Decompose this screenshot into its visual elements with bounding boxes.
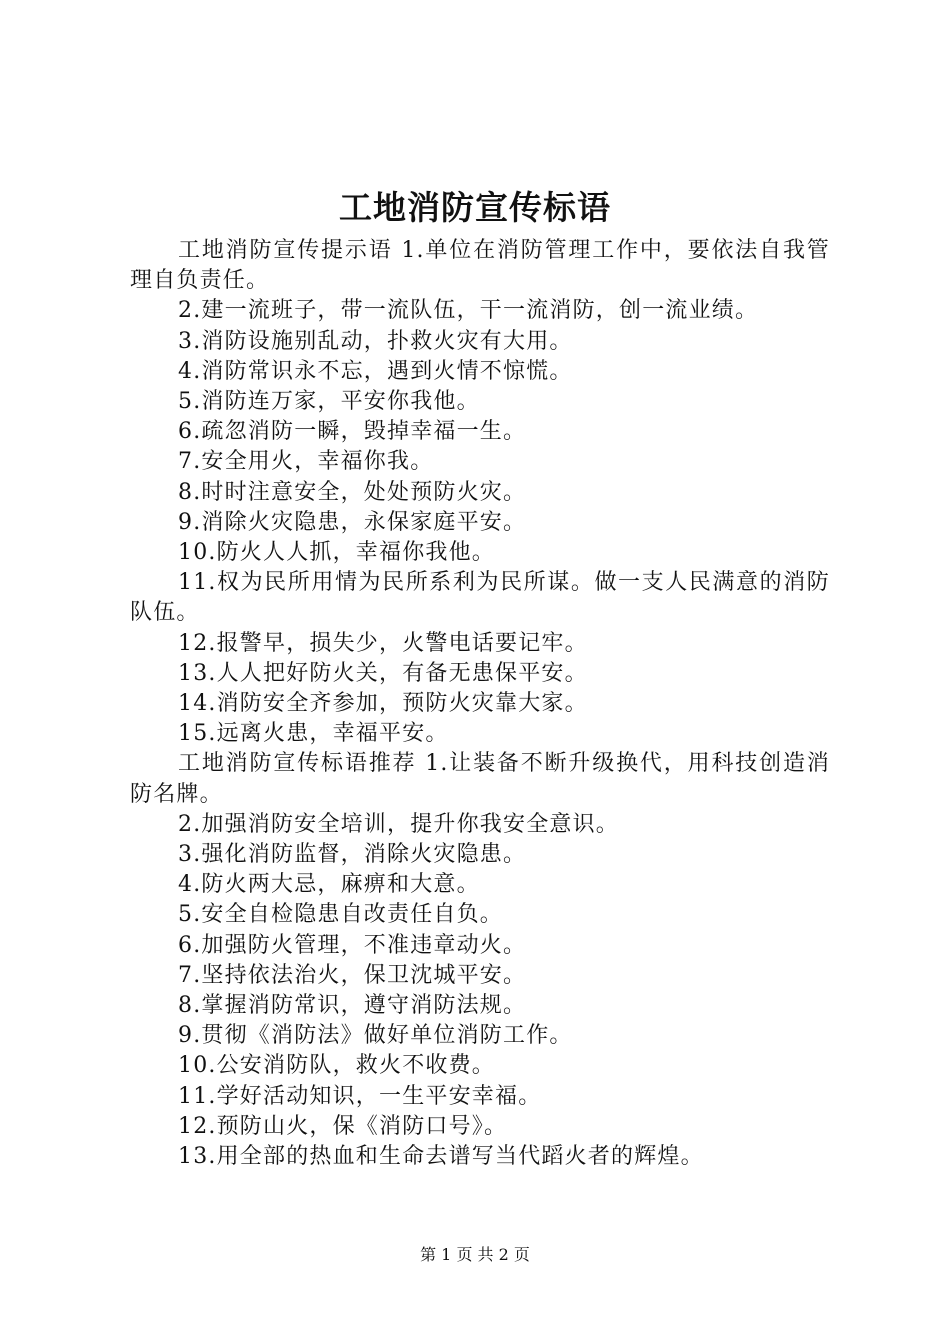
paragraph: 8.时时注意安全，处处预防火灾。 bbox=[178, 479, 527, 505]
paragraph: 2.建一流班子，带一流队伍，干一流消防，创一流业绩。 bbox=[178, 298, 759, 324]
paragraph: 13.用全部的热血和生命去谱写当代蹈火者的辉煌。 bbox=[178, 1144, 704, 1170]
paragraph: 10.公安消防队，救火不收费。 bbox=[178, 1053, 495, 1079]
paragraph: 14.消防安全齐参加，预防火灾靠大家。 bbox=[178, 691, 588, 717]
paragraph: 3.强化消防监督，消除火灾隐患。 bbox=[178, 842, 527, 868]
paragraph: 7.坚持依法治火，保卫沈城平安。 bbox=[178, 962, 527, 988]
paragraph: 12.预防山火，保《消防口号》。 bbox=[178, 1113, 508, 1139]
paragraph: 9.消除火灾隐患，永保家庭平安。 bbox=[178, 509, 527, 535]
page-footer: 第 1 页 共 2 页 bbox=[420, 1245, 530, 1264]
page-title: 工地消防宣传标语 bbox=[339, 188, 611, 227]
paragraph: 7.安全用火，幸福你我。 bbox=[178, 449, 434, 475]
paragraph: 3.消防设施别乱动，扑救火灾有大用。 bbox=[178, 328, 573, 354]
paragraph: 8.掌握消防常识，遵守消防法规。 bbox=[178, 993, 527, 1019]
paragraph: 11.学好活动知识，一生平安幸福。 bbox=[178, 1083, 542, 1109]
paragraph: 9.贯彻《消防法》做好单位消防工作。 bbox=[178, 1023, 573, 1049]
paragraph: 5.消防连万家，平安你我他。 bbox=[178, 389, 480, 415]
paragraph: 4.消防常识永不忘，遇到火情不惊慌。 bbox=[178, 358, 573, 384]
paragraph: 工地消防宣传提示语 1.单位在消防管理工作中，要依法自我管理自负责任。 bbox=[130, 238, 830, 294]
paragraph: 10.防火人人抓，幸福你我他。 bbox=[178, 540, 495, 566]
paragraph: 6.疏忽消防一瞬，毁掉幸福一生。 bbox=[178, 419, 527, 445]
paragraph: 11.权为民所用情为民所系利为民所谋。做一支人民满意的消防队伍。 bbox=[130, 570, 830, 626]
paragraph: 4.防火两大忌，麻痹和大意。 bbox=[178, 872, 480, 898]
paragraph: 13.人人把好防火关，有备无患保平安。 bbox=[178, 660, 588, 686]
paragraph: 6.加强防火管理，不准违章动火。 bbox=[178, 932, 527, 958]
paragraph: 5.安全自检隐患自改责任自负。 bbox=[178, 902, 503, 928]
paragraph: 12.报警早，损失少，火警电话要记牢。 bbox=[178, 630, 588, 656]
document-body bbox=[130, 236, 830, 1172]
paragraph: 15.远离火患，幸福平安。 bbox=[178, 721, 449, 747]
paragraph: 工地消防宣传标语推荐 1.让装备不断升级换代，用科技创造消防名牌。 bbox=[130, 751, 830, 807]
paragraph: 2.加强消防安全培训，提升你我安全意识。 bbox=[178, 811, 619, 837]
